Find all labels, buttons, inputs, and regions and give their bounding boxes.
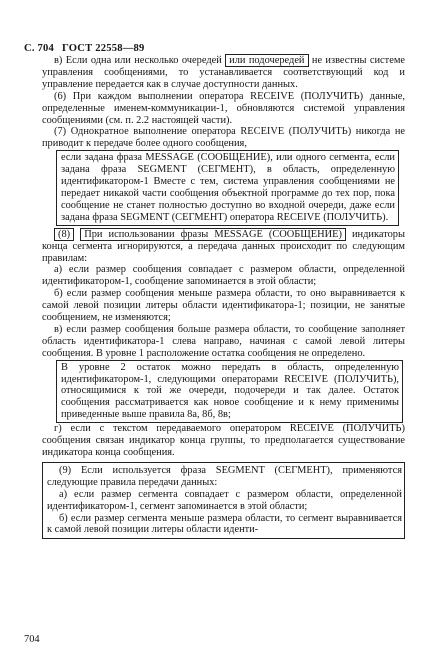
page-number: 704	[24, 634, 40, 645]
level-1-note: В уровне 1 расположение остатка сообщения не определено.	[96, 347, 366, 359]
page-label: С. 704	[24, 43, 55, 54]
paragraph-8: (8) При использовании фразы MESSAGE (СООБЩЕНИЕ) индикаторы конца сегмента игнорируются, а передача данных происходит по следующим правилам:	[42, 228, 405, 264]
boxed-paragraph-7: если задана фраза MESSAGE (СООБЩЕНИЕ), или одного сегмента, если задана фраза SEGMENT (СЕГМЕНТ), в область, определенную идентификатором-1 Вместе с тем, система управления сообщениями не передает никакой части сообщения объектной программе до тех пор, пока сообщение не станет полностью доступно во входной очереди, даже если задана фраза SEGMENT (СЕГМЕНТ) оператора RECEIVE (ПОЛУЧИТЬ).	[56, 150, 399, 225]
paragraph-v-queues: в) Если одна или несколько очередей или подочередей не известны системе управления сообщениями, то устанавливается соответствующий код и управление передается как в случае доступности данных.	[42, 55, 406, 90]
item-b: б) если размер сообщения меньше размера области, то оно выравнивается к самой левой позиции литеры области идентификатора-1; позиции, не занятые сообщением, не изменяются;	[42, 288, 405, 324]
boxed-level-2: В уровне 2 остаток можно передать в область, определенную идентификатором-1, следующими операторами RECEIVE (ПОЛУЧИТЬ), относящимися к той же очереди, подочереди и так далее. Остаток сообщения рассматривается как новое сообщение и к нему применимы приведенные выше правила 8а, 8б, 8в;	[56, 360, 403, 424]
page-header	[24, 43, 153, 54]
boxed-subqueues: или подочередей	[225, 54, 308, 67]
item-v: в) если размер сообщения больше размера области, то сообщение заполняет область идентификатора-1 слева направо, начиная с самой левой литеры сообщения. В уровне 1 расположение остатка сообщения не определено.	[42, 323, 405, 359]
item-a: а) если размер сообщения совпадает с размером области, определенной идентификатором-1, сообщение запоминается в этой области;	[42, 264, 405, 288]
boxed-message-phrase: При использовании фразы MESSAGE (СООБЩЕНИЕ)	[80, 228, 346, 241]
standard-number: ГОСТ 22558—89	[62, 43, 145, 54]
paragraph-7: (7) Однократное выполнение оператора RECEIVE (ПОЛУЧИТЬ) никогда не приводит к передаче более одного сообщения,	[42, 126, 405, 150]
document-body	[42, 55, 405, 539]
boxed-paragraph-9: (9) Если используется фраза SEGMENT (СЕГМЕНТ), применяются следующие правила передачи данных: а) если размер сегмента совпадает с размером области, определенной идентификатором-1, сегмент запоминается в этой области; б) если размер сегмента меньше размера области, то сегмент выравнивается к самой левой позиции литеры области иденти-	[42, 462, 405, 539]
item-g: г) если с текстом передаваемого оператором RECEIVE (ПОЛУЧИТЬ) сообщения связан индикатор конца группы, то предполагается существование индикатора конца сообщения.	[42, 423, 405, 458]
paragraph-6: (6) При каждом выполнении оператора RECEIVE (ПОЛУЧИТЬ) данные, определенные именем-коммуникации-1, обновляются системой управления сообщениями (см. п. 2.2 настоящей части).	[42, 90, 405, 126]
